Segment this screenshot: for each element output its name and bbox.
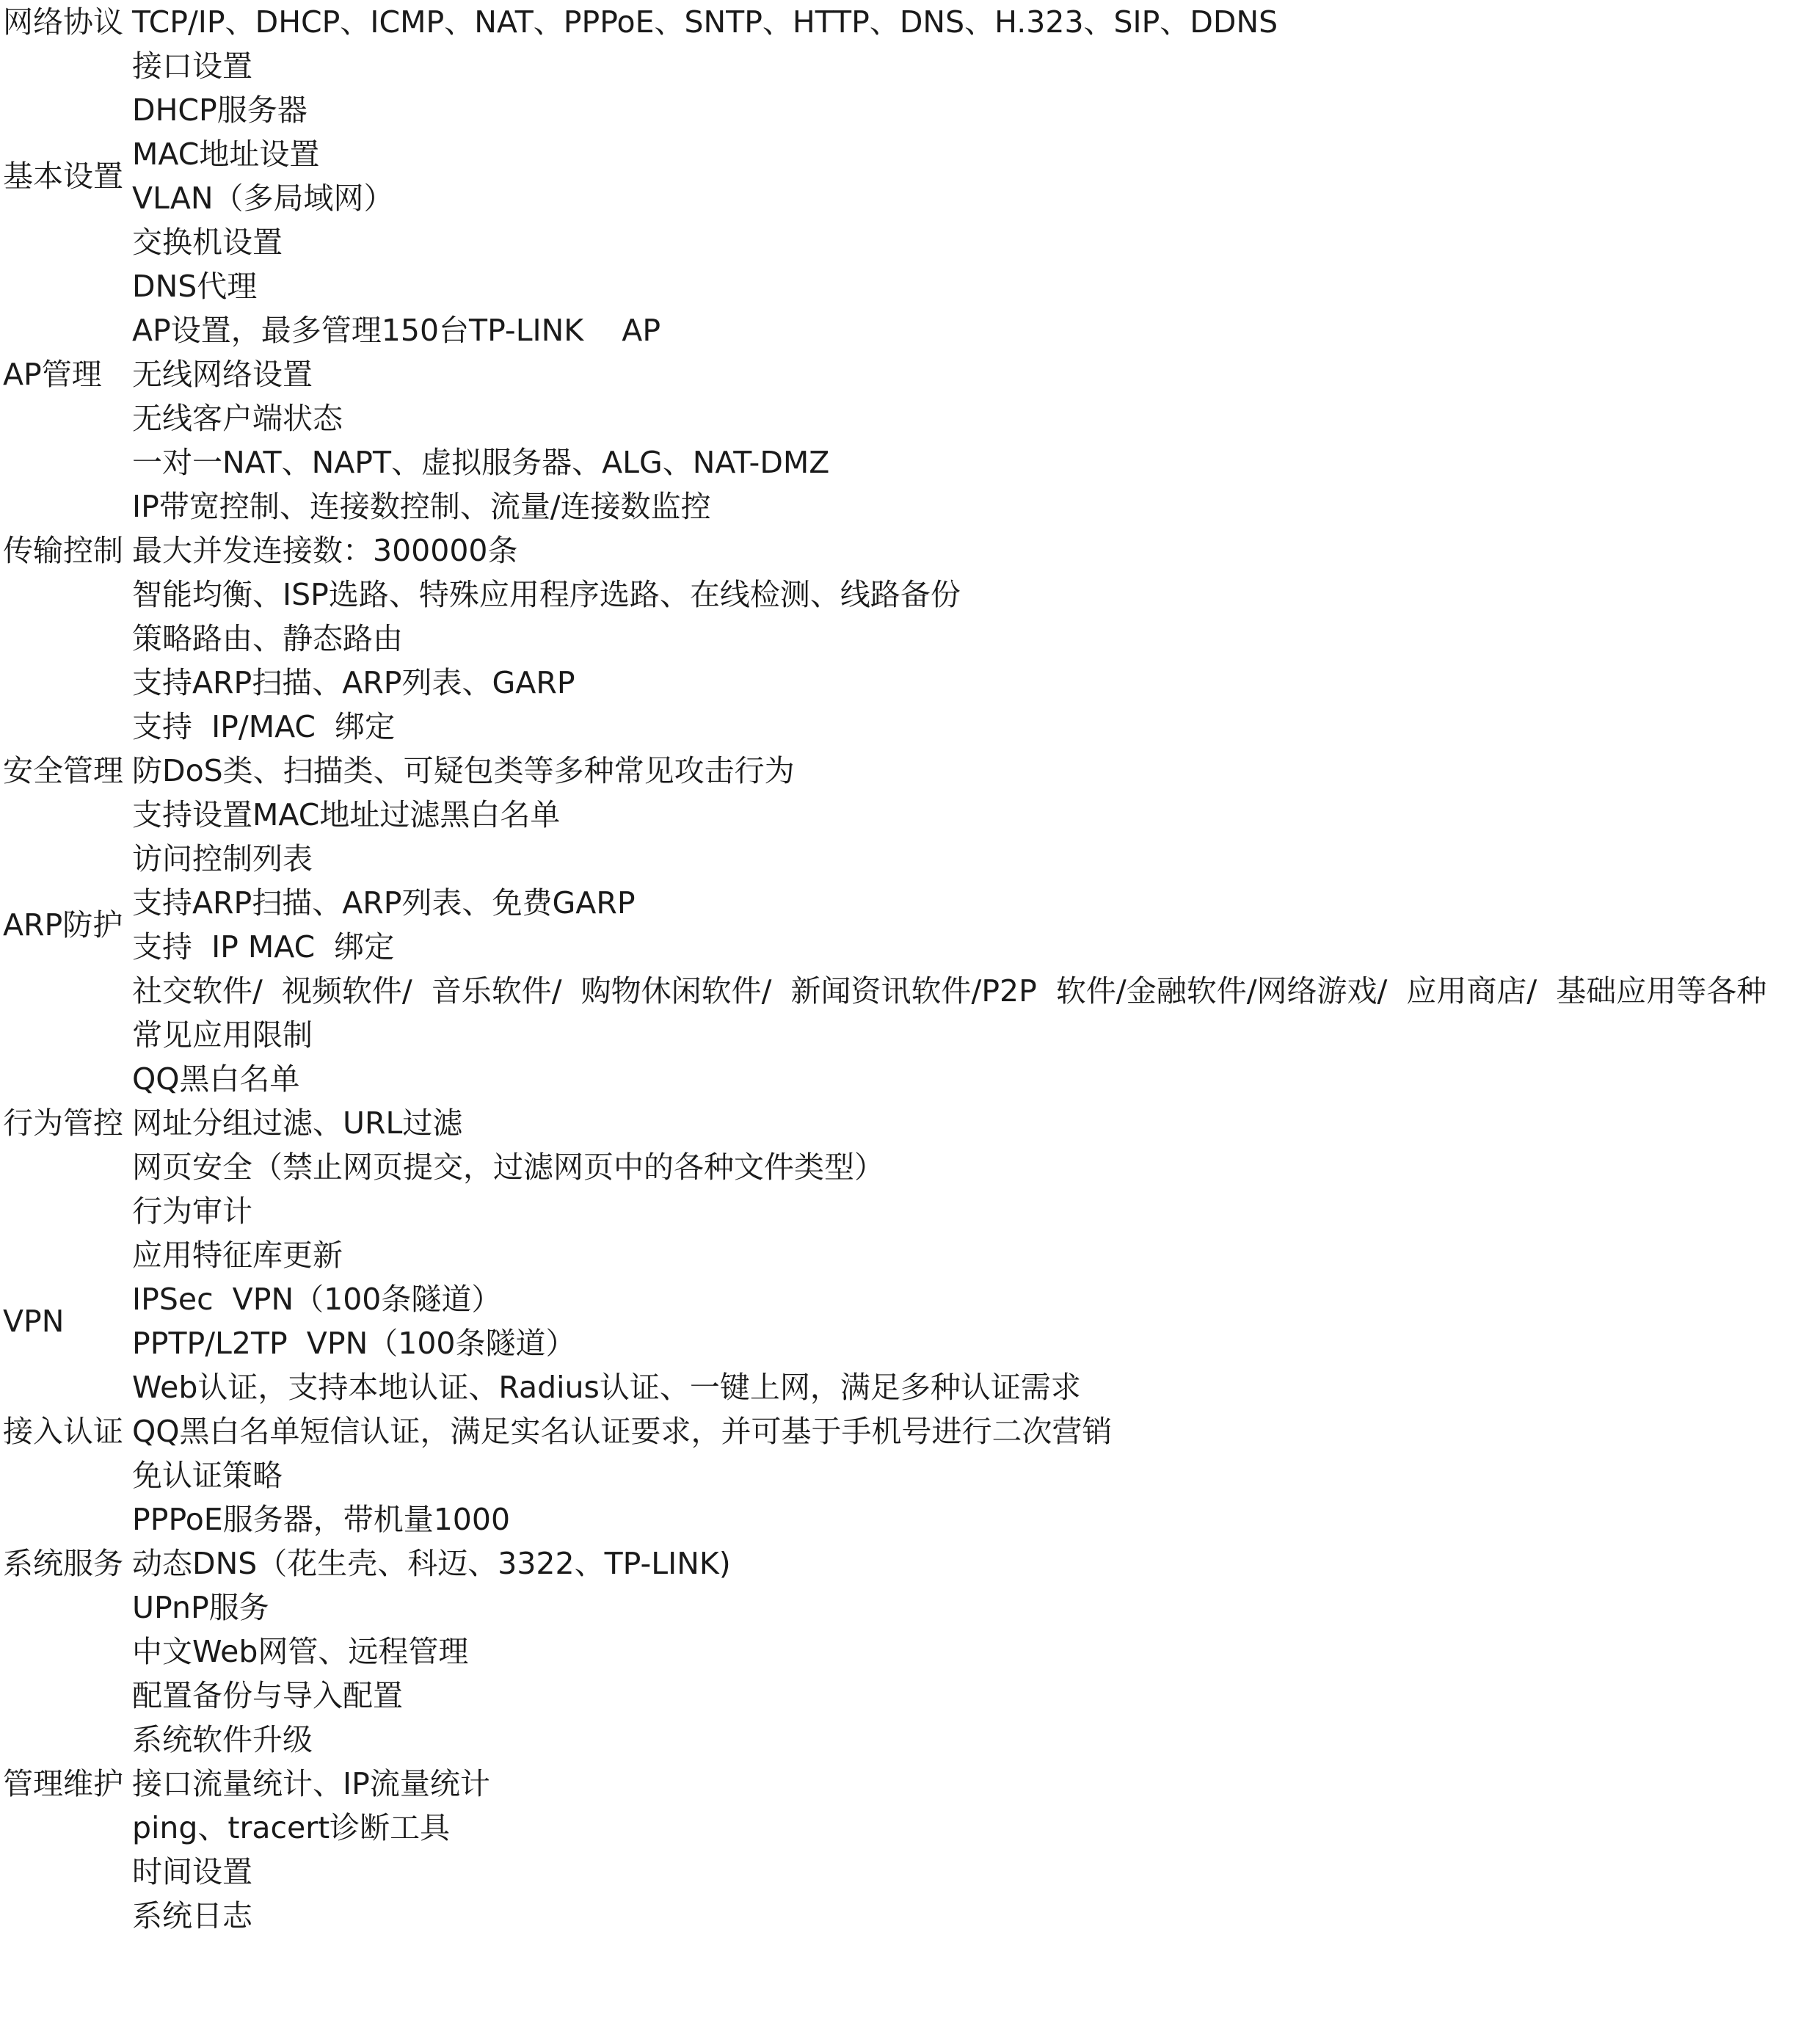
feature-item: ping、tracert诊断工具 bbox=[132, 1810, 451, 1845]
feature-item: 交换机设置 bbox=[132, 225, 283, 260]
feature-item: DNS代理 bbox=[132, 269, 258, 304]
feature-item: Web认证，支持本地认证、Radius认证、一键上网，满足多种认证需求 bbox=[132, 1370, 1081, 1405]
feature-list bbox=[125, 661, 1820, 881]
feature-item: QQ黑白名单短信认证，满足实名认证要求，并可基于手机号进行二次营销 bbox=[132, 1414, 1113, 1449]
spec-row bbox=[0, 440, 1820, 661]
feature-item: 中文Web网管、远程管理 bbox=[132, 1634, 469, 1669]
category-label: ARP防护 bbox=[3, 907, 123, 943]
feature-item: 系统日志 bbox=[132, 1898, 252, 1933]
feature-item: PPPoE服务器，带机量1000 bbox=[132, 1502, 511, 1537]
feature-item: 系统软件升级 bbox=[132, 1722, 313, 1757]
feature-item: IPSec VPN（100条隧道） bbox=[132, 1282, 502, 1317]
feature-item: 策略路由、静态路由 bbox=[132, 621, 403, 656]
feature-item: 配置备份与导入配置 bbox=[132, 1678, 403, 1713]
category-label: 系统服务 bbox=[3, 1546, 123, 1581]
feature-item: 社交软件/ 视频软件/ 音乐软件/ 购物休闲软件/ 新闻资讯软件/P2P 软件/金融软件/网络游戏/ 应用商店/ 基础应用等各种常见应用限制 bbox=[132, 973, 1767, 1053]
feature-item: VLAN（多局域网） bbox=[132, 181, 394, 216]
feature-item: AP设置，最多管理150台TP-LINK AP bbox=[132, 313, 661, 348]
feature-item: IP带宽控制、连接数控制、流量/连接数监控 bbox=[132, 489, 711, 524]
feature-item: 时间设置 bbox=[132, 1854, 252, 1889]
feature-item: 防DoS类、扫描类、可疑包类等多种常见攻击行为 bbox=[132, 753, 795, 788]
feature-list bbox=[125, 44, 1820, 308]
category-label: 安全管理 bbox=[3, 753, 123, 788]
feature-list bbox=[125, 969, 1820, 1277]
feature-item: 支持ARP扫描、ARP列表、免费GARP bbox=[132, 885, 636, 920]
feature-item: 应用特征库更新 bbox=[132, 1238, 343, 1273]
feature-item: 网址分组过滤、URL过滤 bbox=[132, 1105, 463, 1141]
category-label: VPN bbox=[3, 1304, 65, 1339]
spec-row bbox=[0, 44, 1820, 308]
spec-row bbox=[0, 1365, 1820, 1497]
category-label: 接入认证 bbox=[3, 1414, 123, 1449]
feature-item: 接口流量统计、IP流量统计 bbox=[132, 1766, 490, 1801]
spec-row bbox=[0, 969, 1820, 1277]
feature-item: 免认证策略 bbox=[132, 1458, 283, 1493]
spec-row bbox=[0, 1497, 1820, 1630]
feature-item: 网页安全（禁止网页提交，过滤网页中的各种文件类型） bbox=[132, 1149, 884, 1185]
spec-row bbox=[0, 0, 1820, 44]
feature-list bbox=[125, 0, 1820, 44]
feature-item: TCP/IP、DHCP、ICMP、NAT、PPPoE、SNTP、HTTP、DNS、H.323、SIP、DDNS bbox=[132, 4, 1278, 40]
feature-item: UPnP服务 bbox=[132, 1590, 269, 1625]
feature-item: 支持 IP MAC 绑定 bbox=[132, 929, 395, 965]
feature-list bbox=[125, 308, 1820, 440]
spec-row bbox=[0, 881, 1820, 969]
spec-row bbox=[0, 661, 1820, 881]
category-label: 行为管控 bbox=[3, 1105, 123, 1141]
feature-list bbox=[125, 1365, 1820, 1497]
feature-item: 动态DNS（花生壳、科迈、3322、TP-LINK) bbox=[132, 1546, 731, 1581]
feature-item: 行为审计 bbox=[132, 1194, 252, 1229]
spec-row bbox=[0, 1630, 1820, 1938]
category-label: AP管理 bbox=[3, 357, 102, 392]
category-label: 基本设置 bbox=[3, 159, 123, 194]
feature-list bbox=[125, 440, 1820, 661]
feature-item: 无线网络设置 bbox=[132, 357, 313, 392]
feature-item: 支持 IP/MAC 绑定 bbox=[132, 709, 396, 744]
spec-row bbox=[0, 1277, 1820, 1365]
feature-item: 支持设置MAC地址过滤黑白名单 bbox=[132, 797, 561, 832]
feature-item: 无线客户端状态 bbox=[132, 401, 343, 436]
feature-item: 智能均衡、ISP选路、特殊应用程序选路、在线检测、线路备份 bbox=[132, 577, 961, 612]
feature-list bbox=[125, 1497, 1820, 1630]
feature-list bbox=[125, 1277, 1820, 1365]
feature-item: 访问控制列表 bbox=[132, 841, 313, 876]
feature-item: PPTP/L2TP VPN（100条隧道） bbox=[132, 1326, 576, 1361]
feature-item: 一对一NAT、NAPT、虚拟服务器、ALG、NAT-DMZ bbox=[132, 445, 830, 480]
feature-item: 支持ARP扫描、ARP列表、GARP bbox=[132, 665, 575, 700]
feature-item: DHCP服务器 bbox=[132, 92, 307, 128]
feature-item: 接口设置 bbox=[132, 48, 252, 84]
feature-item: QQ黑白名单 bbox=[132, 1061, 300, 1097]
category-label: 管理维护 bbox=[3, 1766, 123, 1801]
feature-item: MAC地址设置 bbox=[132, 137, 320, 172]
feature-item: 最大并发连接数：300000条 bbox=[132, 533, 518, 568]
category-label: 网络协议 bbox=[3, 4, 123, 40]
spec-row bbox=[0, 308, 1820, 440]
category-label: 传输控制 bbox=[3, 533, 123, 568]
feature-list bbox=[125, 881, 1820, 969]
feature-list bbox=[125, 1630, 1820, 1938]
